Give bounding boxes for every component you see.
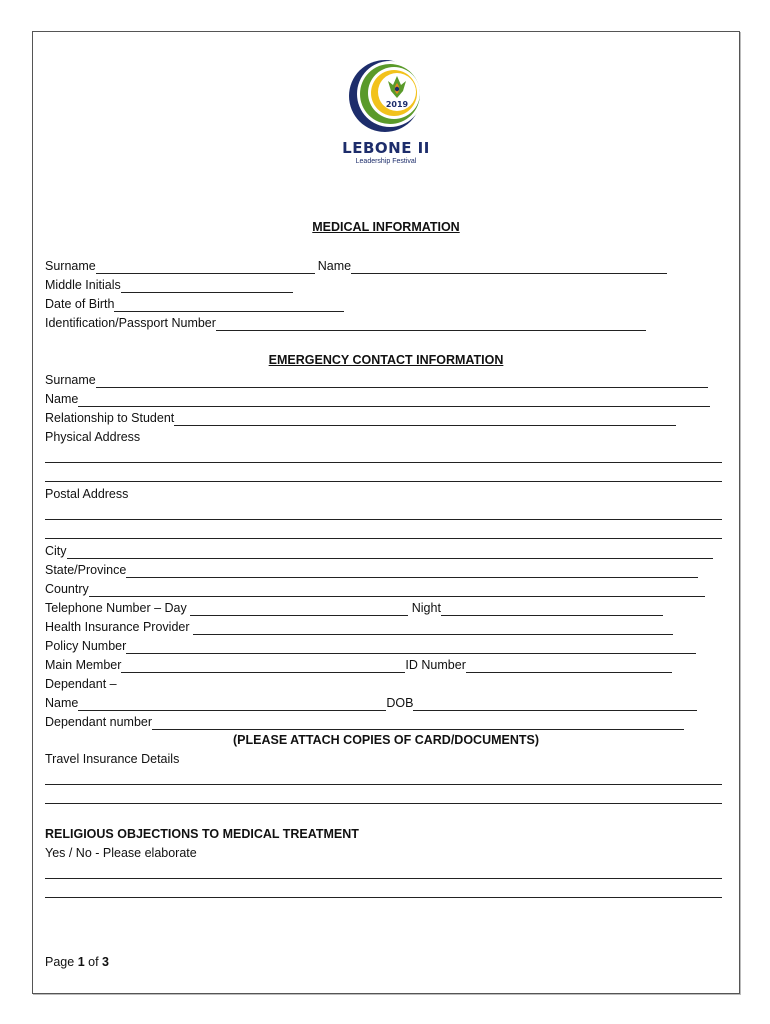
id-passport-field[interactable] — [216, 318, 646, 331]
postal-address-line-2[interactable] — [45, 538, 722, 539]
name-field[interactable] — [351, 261, 667, 274]
dep-name-field[interactable] — [78, 698, 386, 711]
religious-heading: RELIGIOUS OBJECTIONS TO MEDICAL TREATMENT — [45, 827, 359, 841]
main-member-label: Main Member — [45, 658, 122, 672]
em-surname-row — [45, 371, 708, 388]
logo-year: 2019 — [385, 100, 409, 109]
physical-address-row — [45, 428, 140, 445]
religious-prompt: Yes / No - Please elaborate — [45, 846, 197, 860]
tel-day-label: Telephone Number – Day — [45, 601, 187, 615]
main-member-field[interactable] — [121, 660, 405, 673]
city-row — [45, 542, 713, 559]
dep-dob-label: DOB — [386, 696, 414, 710]
middle-initials-field[interactable] — [121, 280, 293, 293]
lebone-logo — [347, 54, 427, 134]
physical-address-line-2[interactable] — [45, 481, 722, 482]
city-label: City — [45, 544, 67, 558]
id-number-label: ID Number — [405, 658, 466, 672]
health-insurance-field[interactable] — [193, 622, 673, 635]
name-label: Name — [317, 259, 352, 273]
middle-initials-row — [45, 276, 293, 293]
page-number — [45, 955, 109, 969]
relationship-label: Relationship to Student — [45, 411, 175, 425]
attach-note: (PLEASE ATTACH COPIES OF CARD/DOCUMENTS) — [232, 733, 540, 747]
health-insurance-row — [45, 618, 673, 635]
em-name-field[interactable] — [78, 394, 710, 407]
dep-name-label: Name — [45, 696, 79, 710]
em-name-row — [45, 390, 710, 407]
dependant-row — [45, 675, 117, 692]
travel-insurance-line-2[interactable] — [45, 803, 722, 804]
dep-number-field[interactable] — [152, 717, 684, 730]
state-field[interactable] — [126, 565, 698, 578]
health-insurance-label: Health Insurance Provider — [45, 620, 190, 634]
tel-night-label: Night — [411, 601, 441, 615]
logo-title: LEBONE II — [342, 139, 430, 157]
religious-line-1[interactable] — [45, 878, 722, 879]
em-surname-field[interactable] — [96, 375, 708, 388]
middle-initials-label: Middle Initials — [45, 278, 121, 292]
religious-prompt-row — [45, 844, 197, 861]
tel-day-field[interactable] — [190, 603, 408, 616]
dependant-number-row — [45, 713, 684, 730]
policy-number-field[interactable] — [126, 641, 696, 654]
country-label: Country — [45, 582, 89, 596]
country-row — [45, 580, 705, 597]
form-page — [32, 31, 740, 994]
main-member-row — [45, 656, 672, 673]
postal-address-label: Postal Address — [45, 487, 129, 501]
dob-field[interactable] — [114, 299, 344, 312]
policy-number-row — [45, 637, 696, 654]
emergency-heading: EMERGENCY CONTACT INFORMATION — [268, 353, 504, 367]
policy-number-label: Policy Number — [45, 639, 127, 653]
religious-line-2[interactable] — [45, 897, 722, 898]
page-total: 3 — [102, 955, 109, 969]
travel-insurance-row — [45, 750, 179, 767]
travel-insurance-line-1[interactable] — [45, 784, 722, 785]
telephone-row — [45, 599, 663, 616]
id-passport-row — [45, 314, 646, 331]
postal-address-row — [45, 485, 128, 502]
id-number-field[interactable] — [466, 660, 672, 673]
em-name-label: Name — [45, 392, 79, 406]
travel-insurance-label: Travel Insurance Details — [45, 752, 180, 766]
dep-dob-field[interactable] — [413, 698, 697, 711]
em-surname-label: Surname — [45, 373, 96, 387]
dep-number-label: Dependant number — [45, 715, 153, 729]
dob-row — [45, 295, 344, 312]
page-label: Page — [45, 955, 75, 969]
tel-night-field[interactable] — [441, 603, 663, 616]
surname-name-row — [45, 257, 667, 274]
page-current: 1 — [77, 955, 85, 969]
relationship-row — [45, 409, 676, 426]
religious-heading-row — [45, 825, 359, 842]
medical-heading: MEDICAL INFORMATION — [312, 220, 460, 234]
id-passport-label: Identification/Passport Number — [45, 316, 216, 330]
state-row — [45, 561, 698, 578]
state-label: State/Province — [45, 563, 127, 577]
relationship-field[interactable] — [174, 413, 676, 426]
of-label: of — [88, 955, 99, 969]
dob-label: Date of Birth — [45, 297, 115, 311]
city-field[interactable] — [67, 546, 713, 559]
surname-field[interactable] — [96, 261, 315, 274]
logo-subtitle: Leadership Festival — [355, 158, 417, 165]
postal-address-line-1[interactable] — [45, 519, 722, 520]
dependant-label: Dependant – — [45, 677, 117, 691]
physical-address-line-1[interactable] — [45, 462, 722, 463]
surname-label: Surname — [45, 259, 96, 273]
physical-address-label: Physical Address — [45, 430, 141, 444]
dependant-name-row — [45, 694, 697, 711]
country-field[interactable] — [89, 584, 705, 597]
